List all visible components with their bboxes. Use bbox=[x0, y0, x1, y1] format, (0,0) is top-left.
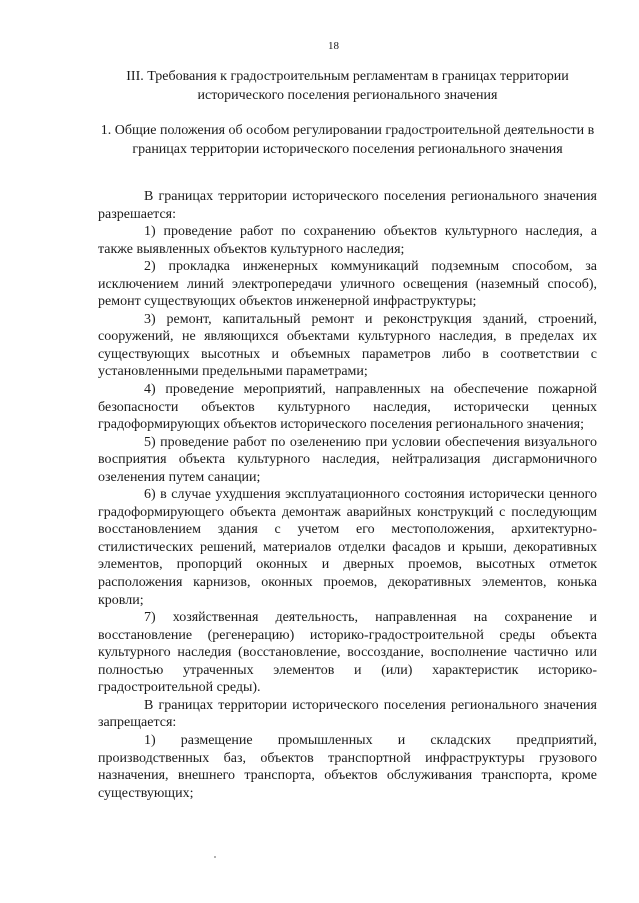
allowed-item: 7) хозяйственная деятельность, направленная на сохранение и восстановление (регенерацию) историко-градостроительной среды объекта культурного наследия (восстановление, воссоздание, восполнение частично или полностью утраченных элементов и (или) характеристик историко-градостроительной среды). bbox=[98, 610, 597, 696]
allowed-item: 4) проведение мероприятий, направленных на обеспечение пожарной безопасности объектов культурного наследия, исторически ценных градоформирующих объектов исторического поселения регионального значения; bbox=[98, 382, 597, 433]
prohibited-intro: В границах территории исторического поселения регионального значения запрещается: bbox=[98, 697, 597, 731]
allowed-item: 1) проведение работ по сохранению объектов культурного наследия, а также выявленных объектов культурного наследия; bbox=[98, 224, 597, 257]
allowed-intro: В границах территории исторического поселения регионального значения разрешается: bbox=[98, 189, 597, 222]
allowed-item: 5) проведение работ по озеленению при условии обеспечения визуального восприятия объекта культурного наследия, нейтрализация дисгармоничного озеленения путем санации; bbox=[98, 434, 597, 485]
prohibited-item: 1) размещение промышленных и складских предприятий, производственных баз, объектов транспортной инфраструктуры грузового назначения, внешнего транспорта, объектов обслуживания транспорта, кроме существующих; bbox=[98, 732, 597, 801]
subsection-title: 1. Общие положения об особом регулировании градостроительной деятельности в границах территории исторического поселения регионального значения bbox=[100, 123, 595, 157]
page-number: 18 bbox=[328, 40, 339, 52]
allowed-item: 6) в случае ухудшения эксплуатационного состояния исторически ценного градоформирующего объекта демонтаж аварийных конструкций с последующим восстановлением здания с учетом его местоположения, архитектурно-стилистических решений, материалов отделки фасадов и крыши, декоративных элементов, пропорций оконных и дверных проемов, высотных отметок расположения карнизов, оконных проемов, декоративных элементов, конька кровли; bbox=[98, 487, 597, 608]
scan-speck bbox=[214, 856, 216, 858]
document-body bbox=[98, 188, 597, 802]
allowed-item: 3) ремонт, капитальный ремонт и реконструкция зданий, строений, сооружений, не являющихся объектами культурного наследия, в пределах их существующих высотных и объемных параметров либо в соответствии с установленными предельными параметрами; bbox=[98, 311, 597, 380]
section-title: III. Требования к градостроительным регламентам в границах территории исторического поселения регионального значения bbox=[126, 69, 569, 103]
allowed-item: 2) прокладка инженерных коммуникаций подземным способом, за исключением линий электропередачи уличного освещения (наземный способ), ремонт существующих объектов инженерной инфраструктуры; bbox=[98, 259, 597, 310]
